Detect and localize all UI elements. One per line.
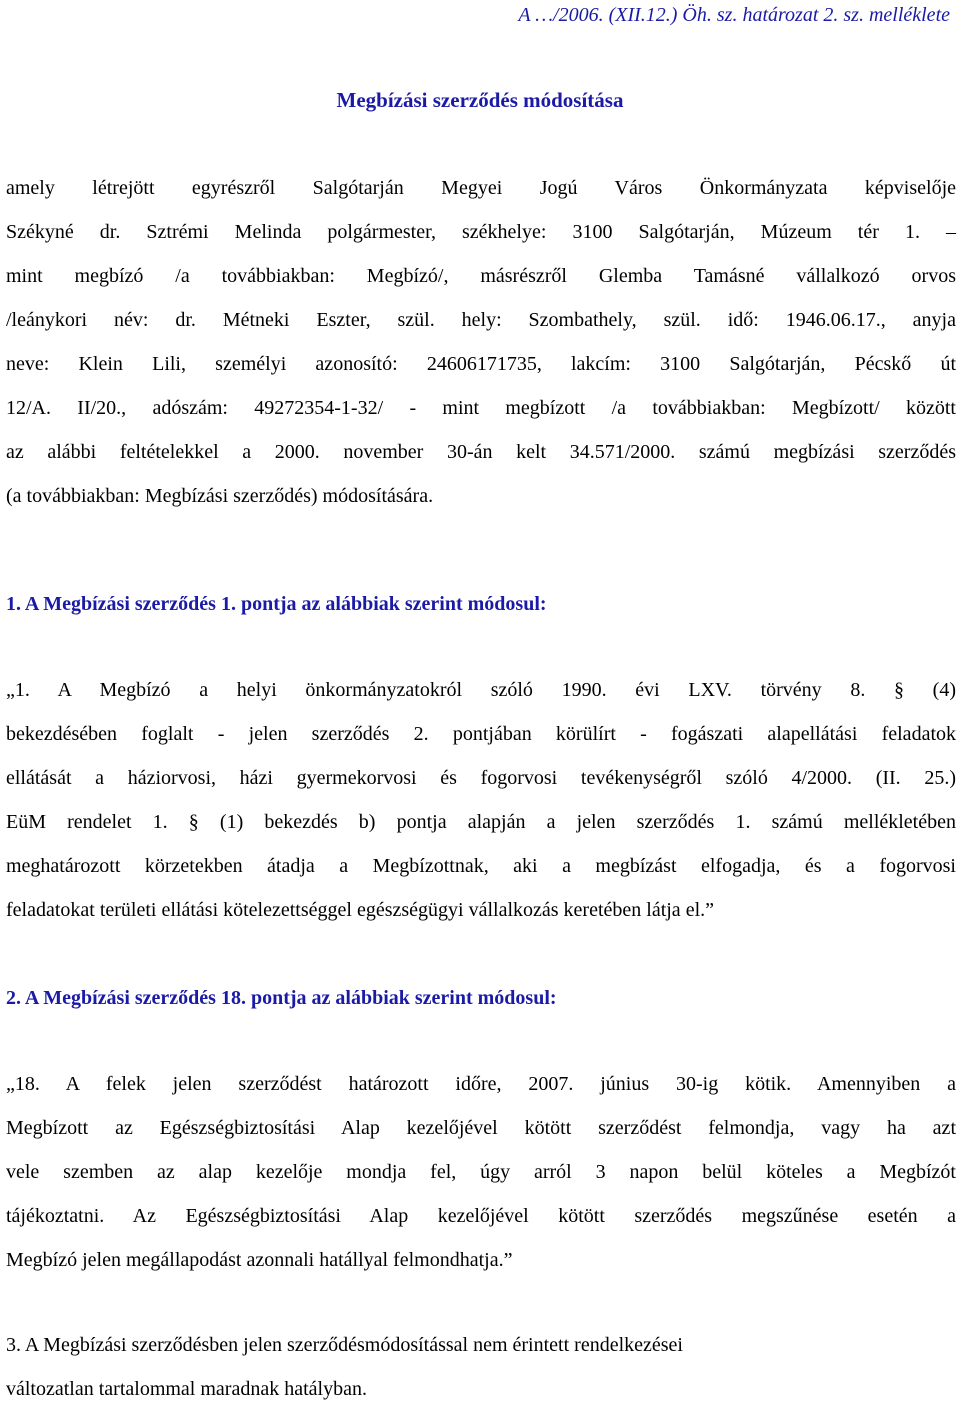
section-heading: 2. A Megbízási szerződés 18. pontja az alábbiak szerint módosul: xyxy=(6,987,557,1009)
intro-line: az alábbi feltételekkel a 2000. november 30-án kelt 34.571/2000. számú megbízási szerződés xyxy=(6,441,956,463)
section-line: Megbízott az Egészségbiztosítási Alap kezelőjével kötött szerződést felmondja, vagy ha azt xyxy=(6,1117,956,1139)
section-1-text xyxy=(6,668,956,932)
intro-line: (a továbbiakban: Megbízási szerződés) módosítására. xyxy=(6,485,434,507)
section-line: „18. A felek jelen szerződést határozott időre, 2007. június 30-ig kötik. Amennyiben a xyxy=(6,1073,956,1095)
section-line: meghatározott körzetekben átadja a Megbízottnak, aki a megbízást elfogadja, és a fogorvosi xyxy=(6,855,956,877)
section-3-text xyxy=(6,1323,956,1411)
section-line: Megbízó jelen megállapodást azonnali hatállyal felmondhatja.” xyxy=(6,1249,513,1271)
section-line: 3. A Megbízási szerződésben jelen szerződésmódosítással nem érintett rendelkezései xyxy=(6,1334,683,1356)
intro-line: /leánykori név: dr. Métneki Eszter, szül. hely: Szombathely, szül. idő: 1946.06.17., anyja xyxy=(6,309,956,331)
intro-paragraph xyxy=(6,166,956,518)
intro-line: Székyné dr. Sztrémi Melinda polgármester, székhelye: 3100 Salgótarján, Múzeum tér 1. – xyxy=(6,221,956,243)
intro-line: 12/A. II/20., adószám: 49272354-1-32/ - mint megbízott /a továbbiakban: Megbízott/ között xyxy=(6,397,956,419)
section-2-text xyxy=(6,1062,956,1282)
intro-line: amely létrejött egyrészről Salgótarján Megyei Jogú Város Önkormányzata képviselője xyxy=(6,177,956,199)
document-header: A …/2006. (XII.12.) Öh. sz. határozat 2. sz. melléklete xyxy=(518,4,950,26)
section-2-heading xyxy=(6,976,956,1020)
intro-line: neve: Klein Lili, személyi azonosító: 24606171735, lakcím: 3100 Salgótarján, Pécskő út xyxy=(6,353,956,375)
section-heading: 1. A Megbízási szerződés 1. pontja az alábbiak szerint módosul: xyxy=(6,593,547,615)
section-line: „1. A Megbízó a helyi önkormányzatokról szóló 1990. évi LXV. törvény 8. § (4) xyxy=(6,679,956,701)
document-title: Megbízási szerződés módosítása xyxy=(336,88,624,112)
section-line: ellátását a háziorvosi, házi gyermekorvosi és fogorvosi tevékenységről szóló 4/2000. (II. 25.) xyxy=(6,767,956,789)
intro-line: mint megbízó /a továbbiakban: Megbízó/, másrészről Glemba Tamásné vállalkozó orvos xyxy=(6,265,956,287)
section-line: bekezdésében foglalt - jelen szerződés 2. pontjában körülírt - fogászati alapellátási feladatok xyxy=(6,723,956,745)
section-line: változatlan tartalommal maradnak hatályban. xyxy=(6,1378,367,1400)
section-line: EüM rendelet 1. § (1) bekezdés b) pontja alapján a jelen szerződés 1. számú mellékletében xyxy=(6,811,956,833)
section-line: feladatokat területi ellátási kötelezettséggel egészségügyi vállalkozás keretében látja el.” xyxy=(6,899,714,921)
section-line: vele szemben az alap kezelője mondja fel, úgy arról 3 napon belül köteles a Megbízót xyxy=(6,1161,956,1183)
section-1-heading xyxy=(6,582,956,626)
section-line: tájékoztatni. Az Egészségbiztosítási Alap kezelőjével kötött szerződés megszűnése esetén a xyxy=(6,1205,956,1227)
